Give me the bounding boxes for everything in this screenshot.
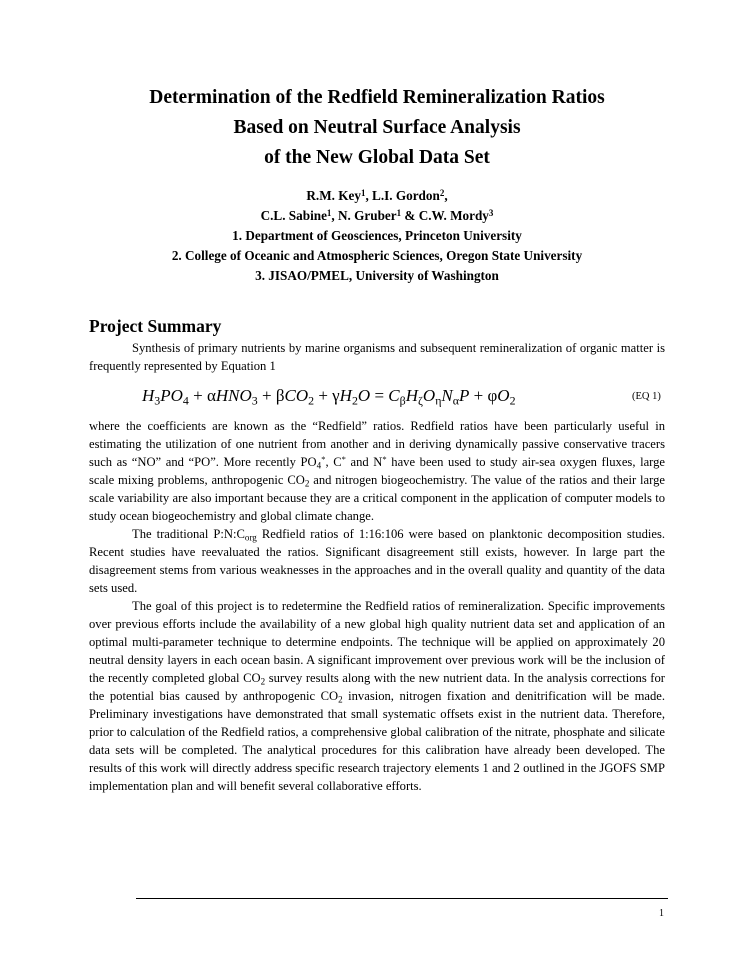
affiliation-marker: 3	[488, 207, 494, 218]
eq-subscript: 3	[154, 393, 161, 408]
author-line-2	[60, 206, 694, 226]
eq-subscript: ζ	[417, 393, 423, 408]
author-separator: &	[401, 208, 419, 223]
author-separator: ,	[444, 188, 448, 203]
affiliation-2: 2. College of Oceanic and Atmospheric Sciences, Oregon State University	[171, 248, 583, 263]
page-number: 1	[659, 908, 664, 919]
text-run: survey results along with the new nutrient data. In the analysis corrections for the potential bias caused by anthropogenic CO	[89, 671, 665, 703]
equation-1	[142, 384, 516, 408]
title-line-3: of the New Global Data Set	[264, 147, 490, 168]
eq-operator: +	[314, 386, 333, 405]
eq-symbol: P	[458, 386, 470, 405]
eq-symbol: HNO	[215, 386, 252, 405]
text-run: The traditional P:N:C	[132, 527, 245, 541]
eq-subscript: 2	[308, 393, 315, 408]
text-run: and N	[345, 455, 383, 469]
eq-subscript: η	[435, 393, 442, 408]
eq-operator: +	[257, 386, 276, 405]
eq-subscript: 2	[351, 393, 358, 408]
footer-divider	[136, 898, 668, 899]
eq-coefficient: α	[206, 386, 216, 405]
superscript: *	[341, 454, 346, 465]
superscript: *	[321, 454, 326, 465]
body-text	[89, 417, 665, 795]
eq-subscript: β	[399, 393, 406, 408]
author-separator: ,	[365, 188, 373, 203]
eq-symbol: H	[339, 386, 352, 405]
subscript: org	[244, 532, 257, 543]
affiliation-3: 3. JISAO/PMEL, University of Washington	[255, 268, 499, 283]
author-name: C.L. Sabine	[260, 208, 327, 223]
subscript: 4	[316, 460, 322, 471]
eq-symbol: CO	[284, 386, 309, 405]
title-line-1: Determination of the Redfield Remineralization Ratios	[149, 87, 605, 108]
paragraph-coefficients	[89, 417, 665, 525]
affiliation-marker: 1	[326, 207, 332, 218]
affiliation-marker: 1	[396, 207, 402, 218]
affiliation-marker: 1	[360, 187, 366, 198]
author-separator: ,	[331, 208, 338, 223]
paragraph-traditional-ratios	[89, 525, 665, 597]
equation-number: (EQ 1)	[632, 391, 661, 402]
eq-subscript: α	[452, 393, 459, 408]
eq-operator: +	[188, 386, 207, 405]
eq-symbol: H	[142, 386, 155, 405]
eq-symbol: O	[497, 386, 510, 405]
subscript: 2	[338, 694, 343, 705]
author-block	[60, 186, 694, 286]
paragraph-project-goal	[89, 597, 665, 795]
eq-operator: +	[469, 386, 488, 405]
eq-equals: =	[370, 386, 389, 405]
eq-symbol: H	[405, 386, 418, 405]
text-run: and nitrogen biogeochemistry. The value of the ratios and their large scale variability are also important because they are a critical component in the application of computer models to study ocean biogeochemistry and global climate change.	[89, 473, 665, 523]
author-name: N. Gruber	[338, 208, 397, 223]
text-run: where the coefficients are known as the “Redfield” ratios. Redfield ratios have been particularly useful in estimating the utilization of one nutrient from another and in deriving dynamically passive conservative tracers such as “NO” and “PO”. More recently PO	[89, 419, 665, 469]
eq-coefficient: β	[275, 386, 285, 405]
eq-subscript: 2	[509, 393, 516, 408]
subscript: 2	[304, 478, 310, 489]
eq-symbol: O	[422, 386, 436, 405]
author-line-1	[60, 186, 694, 206]
eq-symbol: O	[357, 386, 371, 405]
title-line-2: Based on Neutral Surface Analysis	[233, 117, 521, 138]
affiliation-1: 1. Department of Geosciences, Princeton University	[232, 228, 522, 243]
text-run: have been used to study air-sea oxygen fluxes, large scale mixing problems, anthropogenic CO	[89, 455, 666, 487]
eq-coefficient: γ	[332, 386, 340, 405]
eq-symbol: N	[441, 386, 453, 405]
superscript: *	[382, 454, 387, 465]
author-name: R.M. Key	[306, 188, 361, 203]
eq-subscript: 3	[251, 393, 258, 408]
intro-paragraph	[89, 339, 665, 375]
eq-symbol: C	[388, 386, 400, 405]
text-run: invasion, nitrogen fixation and denitrification will be made. Preliminary investigations have demonstrated that small systematic offsets exist in the nutrient data. Therefore, prior to calculation of the Redfield ratios, a comprehensive global calibration of the nitrate, phosphate and silicate data sets will be completed. The analytical procedures for this calibration have already been developed. The results of this work will directly address specific research trajectory elements 1 and 2 outlined in the JGOFS SMP implementation plan and will benefit several collaborative efforts.	[89, 689, 665, 793]
eq-subscript: 4	[182, 393, 189, 408]
eq-coefficient: φ	[487, 386, 498, 405]
text-run: The goal of this project is to redetermine the Redfield ratios of remineralization. Specific improvements over previous efforts include the availability of a new global high quality nutrient data set and application of an optimal multi-parameter technique to determine endpoints. The technique will be applied on approximately 20 neutral density layers in each ocean basin. A significant improvement over previous work will be the inclusion of the recently completed global CO	[89, 599, 665, 685]
paper-title	[60, 83, 694, 173]
subscript: 2	[260, 676, 266, 687]
intro-text: Synthesis of primary nutrients by marine organisms and subsequent remineralization of organic matter is frequently represented by Equation 1	[89, 341, 665, 373]
section-heading: Project Summary	[89, 316, 222, 336]
eq-symbol: PO	[160, 386, 183, 405]
text-run: , C	[325, 455, 342, 469]
affiliation-marker: 2	[439, 187, 445, 198]
author-name: L.I. Gordon	[372, 188, 440, 203]
author-name: C.W. Mordy	[418, 208, 489, 223]
text-run: Redfield ratios of 1:16:106 were based on planktonic decomposition studies. Recent studies have reevaluated the ratios. Significant disagreement still exists, however. In large part the disagreement stems from various weaknesses in the approaches and in the overall quality and quantity of the data sets used.	[89, 527, 666, 595]
